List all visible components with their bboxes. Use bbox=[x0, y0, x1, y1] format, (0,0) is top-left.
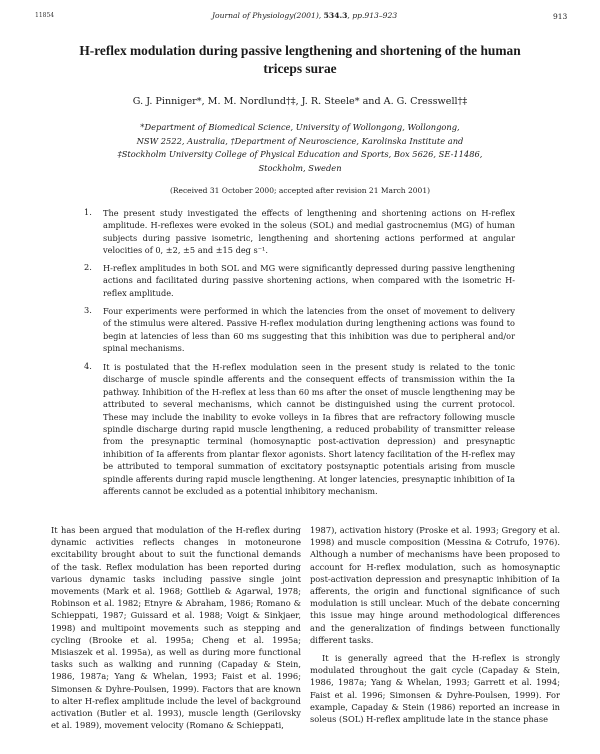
abstract-item-number: 1. bbox=[84, 207, 92, 217]
abstract-item-text: H-reflex amplitudes in both SOL and MG were significantly depressed during passive lengthening actions and facilitated during passive shortening actions, when compared with the isometric H-reflex amplitude. bbox=[103, 263, 515, 298]
abstract-item-number: 2. bbox=[84, 262, 92, 272]
article-title: H-reflex modulation during passive lengthening and shortening of the human triceps surae bbox=[79, 43, 521, 76]
abstract-item-text: Four experiments were performed in which the latencies from the onset of movement to delivery of the stimulus were altered. Passive H-reflex modulation during lengthening actions was found to begin at latencies of less than 60 ms suggesting that this inhibition was due to peripheral and/or spinal mechanisms. bbox=[103, 306, 515, 354]
journal-pages: , pp.913–923 bbox=[347, 11, 398, 20]
affiliations bbox=[80, 121, 520, 175]
abstract-item-text: It is postulated that the H-reflex modulation seen in the present study is related to the tonic discharge of muscle spindle afferents and the consequent effects of transmission within the Ia pathway. Inhibition of the H-reflex at less than 60 ms after the onset of muscle lengthening may be attributed to several mechanisms, which cannot be distinguished using the current protocol. These may include the inability to evoke volleys in Ia fibres that are refractory following muscle spindle discharge during rapid muscle lengthening, a reduced probability of transmitter release from the presynaptic terminal (homosynaptic post-activation depression) and presynaptic inhibition of Ia afferents from plantar flexor agonists. Short latency facilitation of the H-reflex may be attributed to temporal summation of excitatory postsynaptic potentials arising from muscle spindle afferents during rapid muscle lengthening. At longer latencies, presynaptic inhibition of Ia afferents cannot be excluded as a potential inhibitory mechanism. bbox=[103, 362, 515, 497]
author-list: G. J. Pinniger*, M. M. Nordlund†‡, J. R. Steele* and A. G. Cresswell†‡ bbox=[132, 96, 468, 107]
body-paragraph: It has been argued that modulation of the H-reflex during dynamic activities reflects changes in motoneurone excitability brought about to suit the functional demands of the task. Reflex modulation has been reported during various dynamic tasks including passive single joint movements (Mark et al. 1968; Gottlieb & Agarwal, 1978; Robinson et al. 1982; Etnyre & Abraham, 1986; Romano & Schieppati, 1987; Guissard et al. 1988; Voigt & Sinkjaer, 1998) and multipoint movements such as stepping and cycling (Brooke et al. 1995a; Cheng et al. 1995a; Misiaszek et al. 1995a), as well as during more functional tasks such as walking and running (Capaday & Stein, 1986, 1987a; Yang & Whelan, 1993; Faist et al. 1996; Simonsen & Dyhre-Poulsen, 1999). Factors that are known to alter H-reflex amplitude include the level of background activation (Butler et al. 1993), muscle length (Gerilovsky et al. 1989), movement velocity (Romano & Schieppati, bbox=[51, 525, 301, 731]
affiliation-line: *Department of Biomedical Science, University of Wollongong, Wollongong, bbox=[140, 122, 460, 132]
journal-volume: 534.3 bbox=[323, 11, 348, 20]
body-column-right bbox=[310, 524, 560, 725]
running-header bbox=[212, 11, 397, 20]
journal-year: (2001), bbox=[293, 11, 324, 20]
abstract-item-number: 3. bbox=[84, 305, 92, 315]
affiliation-line: Stockholm, Sweden bbox=[258, 162, 342, 173]
abstract-item-number: 4. bbox=[84, 361, 92, 371]
journal-name: Journal of Physiology bbox=[212, 11, 294, 20]
affiliation-line: ‡Stockholm University College of Physical Education and Sports, Box 5626, SE-11486, bbox=[117, 149, 483, 159]
body-paragraph: 1987), activation history (Proske et al. 1993; Gregory et al. 1998) and muscle composition (Messina & Cotrufo, 1976). Although a number of mechanisms have been proposed to account for H-reflex modulation, such as homosynaptic post-activation depression and presynaptic inhibition of Ia afferents, the origin and functional significance of such modulation is still unclear. Much of the debate concerning this issue may hinge around methodological differences and the generalization of findings between functionally different tasks. bbox=[310, 525, 560, 645]
page-number: 913 bbox=[553, 12, 568, 21]
affiliation-line: NSW 2522, Australia, †Department of Neuroscience, Karolinska Institute and bbox=[136, 135, 464, 146]
received-dates: (Received 31 October 2000; accepted after revision 21 March 2001) bbox=[169, 186, 431, 195]
abstract-item-text: The present study investigated the effects of lengthening and shortening actions on H-reflex amplitude. H-reflexes were evoked in the soleus (SOL) and medial gastrocnemius (MG) of human subjects during passive isometric, lengthening and shortening actions performed at angular velocities of 0, ±2, ±5 and ±15 deg s⁻¹. bbox=[103, 208, 515, 256]
body-paragraph: It is generally agreed that the H-reflex is strongly modulated throughout the gait cycle (Capaday & Stein, 1986, 1987a; Yang & Whelan, 1993; Garrett et al. 1994; Faist et al. 1996; Simonsen & Dyhre-Poulsen, 1999). For example, Capaday & Stein (1986) reported an increase in soleus (SOL) H-reflex amplitude late in the stance phase bbox=[310, 653, 560, 725]
article-id: 11854 bbox=[35, 12, 55, 19]
body-column-left bbox=[51, 524, 301, 731]
